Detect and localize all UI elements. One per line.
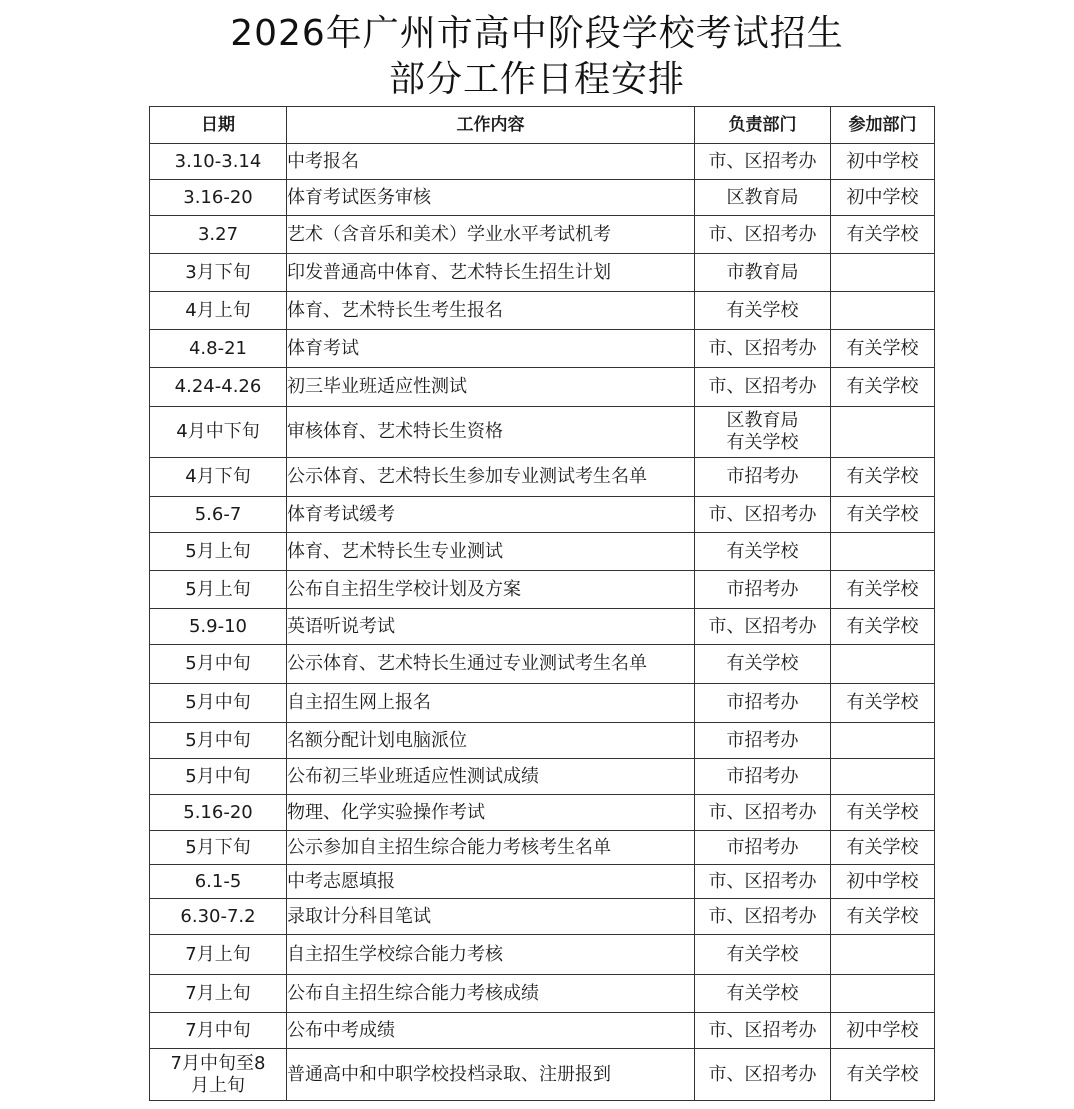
table-row xyxy=(150,609,935,645)
cell-date-text: 3.10-3.14 xyxy=(174,150,262,172)
cell-task: 公布自主招生综合能力考核成绩 xyxy=(287,975,695,1013)
cell-responsible xyxy=(695,1049,831,1101)
cell-task: 印发普通高中体育、艺术特长生招生计划 xyxy=(287,254,695,292)
cell-responsible-text: 市招考办 xyxy=(726,765,799,787)
table-row xyxy=(150,292,935,330)
cell-date-text: 4月上旬 xyxy=(185,299,251,321)
cell-task: 公示体育、艺术特长生通过专业测试考生名单 xyxy=(287,645,695,684)
table-row xyxy=(150,571,935,609)
table-row xyxy=(150,795,935,831)
table-row xyxy=(150,865,935,899)
cell-participating: 初中学校 xyxy=(831,144,935,180)
cell-task: 中考志愿填报 xyxy=(287,865,695,899)
cell-date-text: 7月中旬至8 xyxy=(170,1052,266,1074)
table-row xyxy=(150,407,935,458)
cell-participating: 初中学校 xyxy=(831,865,935,899)
column-header-responsible: 负责部门 xyxy=(695,107,831,144)
cell-responsible-text: 市、区招考办 xyxy=(708,1063,817,1085)
cell-date-text: 5月中旬 xyxy=(185,729,251,751)
cell-responsible xyxy=(695,1013,831,1049)
cell-date xyxy=(150,180,287,216)
cell-date-text: 7月上旬 xyxy=(185,943,251,965)
table-row xyxy=(150,831,935,865)
cell-date-text: 7月中旬 xyxy=(185,1019,251,1041)
cell-date xyxy=(150,795,287,831)
cell-task: 中考报名 xyxy=(287,144,695,180)
cell-participating xyxy=(831,407,935,458)
cell-responsible-text: 市、区招考办 xyxy=(708,615,817,637)
table-row xyxy=(150,330,935,368)
cell-participating: 有关学校 xyxy=(831,795,935,831)
cell-participating: 有关学校 xyxy=(831,684,935,723)
cell-date xyxy=(150,935,287,975)
cell-task: 公示体育、艺术特长生参加专业测试考生名单 xyxy=(287,458,695,497)
cell-participating: 有关学校 xyxy=(831,458,935,497)
document-subtitle: 部分工作日程安排 xyxy=(388,59,685,100)
cell-date-text: 5月上旬 xyxy=(185,578,251,600)
cell-task: 体育、艺术特长生考生报名 xyxy=(287,292,695,330)
table-row xyxy=(150,180,935,216)
cell-responsible-text: 市、区招考办 xyxy=(708,223,817,245)
cell-responsible-text: 市招考办 xyxy=(726,578,799,600)
cell-task: 审核体育、艺术特长生资格 xyxy=(287,407,695,458)
table-body xyxy=(150,144,935,1101)
cell-responsible-text: 有关学校 xyxy=(726,540,799,562)
cell-date-text: 6.30-7.2 xyxy=(180,905,256,927)
cell-responsible xyxy=(695,254,831,292)
table-row xyxy=(150,1013,935,1049)
cell-task: 英语听说考试 xyxy=(287,609,695,645)
cell-date-text: 4月下旬 xyxy=(185,466,251,487)
cell-responsible xyxy=(695,723,831,759)
column-header-task: 工作内容 xyxy=(287,107,695,144)
cell-responsible xyxy=(695,975,831,1013)
cell-responsible xyxy=(695,645,831,684)
cell-date-text-line2: 月上旬 xyxy=(191,1074,245,1096)
cell-task: 名额分配计划电脑派位 xyxy=(287,723,695,759)
cell-date xyxy=(150,368,287,407)
table-row xyxy=(150,899,935,935)
column-header-date: 日期 xyxy=(150,107,287,144)
cell-date-text: 4月中下旬 xyxy=(176,421,260,442)
cell-participating: 有关学校 xyxy=(831,497,935,533)
cell-date xyxy=(150,458,287,497)
cell-task: 自主招生网上报名 xyxy=(287,684,695,723)
cell-responsible-text: 市、区招考办 xyxy=(708,337,817,359)
cell-task: 体育、艺术特长生专业测试 xyxy=(287,533,695,571)
cell-participating xyxy=(831,759,935,795)
schedule-table xyxy=(149,106,935,1101)
cell-responsible xyxy=(695,216,831,254)
cell-participating xyxy=(831,975,935,1013)
cell-participating: 有关学校 xyxy=(831,368,935,407)
cell-responsible-text: 市招考办 xyxy=(726,466,799,487)
cell-responsible xyxy=(695,684,831,723)
cell-responsible xyxy=(695,533,831,571)
cell-date-text: 5.6-7 xyxy=(194,503,242,525)
cell-date-text: 4.24-4.26 xyxy=(174,376,262,397)
cell-participating: 有关学校 xyxy=(831,216,935,254)
cell-date xyxy=(150,759,287,795)
table-row xyxy=(150,759,935,795)
cell-responsible xyxy=(695,571,831,609)
cell-responsible xyxy=(695,497,831,533)
cell-participating: 初中学校 xyxy=(831,1013,935,1049)
cell-date xyxy=(150,292,287,330)
cell-task: 体育考试缓考 xyxy=(287,497,695,533)
cell-task: 录取计分科目笔试 xyxy=(287,899,695,935)
cell-date-text: 5.9-10 xyxy=(188,615,248,637)
cell-participating xyxy=(831,935,935,975)
cell-participating xyxy=(831,254,935,292)
table-row xyxy=(150,684,935,723)
table-row xyxy=(150,144,935,180)
cell-task: 自主招生学校综合能力考核 xyxy=(287,935,695,975)
table-header-row xyxy=(150,107,935,144)
cell-responsible-text: 市招考办 xyxy=(726,729,799,751)
cell-participating: 初中学校 xyxy=(831,180,935,216)
cell-responsible-text: 市、区招考办 xyxy=(708,150,817,172)
cell-responsible-text: 区教育局 xyxy=(726,186,799,208)
cell-responsible-text-line2: 有关学校 xyxy=(726,432,799,453)
cell-date-text: 7月上旬 xyxy=(185,982,251,1004)
table-row xyxy=(150,645,935,684)
cell-date xyxy=(150,1049,287,1101)
cell-responsible-text: 市、区招考办 xyxy=(708,503,817,525)
cell-participating: 有关学校 xyxy=(831,330,935,368)
cell-task: 公布中考成绩 xyxy=(287,1013,695,1049)
cell-date-text: 5月上旬 xyxy=(185,540,251,562)
cell-responsible-text: 市、区招考办 xyxy=(708,870,817,892)
cell-responsible-text: 市、区招考办 xyxy=(708,905,817,927)
cell-date xyxy=(150,216,287,254)
cell-responsible xyxy=(695,865,831,899)
cell-task: 体育考试医务审核 xyxy=(287,180,695,216)
cell-task: 物理、化学实验操作考试 xyxy=(287,795,695,831)
cell-date-text: 5.16-20 xyxy=(183,801,253,823)
cell-date xyxy=(150,497,287,533)
cell-date xyxy=(150,609,287,645)
cell-date xyxy=(150,899,287,935)
table-row xyxy=(150,497,935,533)
cell-date-text: 6.1-5 xyxy=(194,870,242,892)
cell-responsible xyxy=(695,180,831,216)
cell-responsible xyxy=(695,330,831,368)
table-row xyxy=(150,533,935,571)
table-row xyxy=(150,458,935,497)
cell-date-text: 3.16-20 xyxy=(183,186,253,208)
table-row xyxy=(150,216,935,254)
cell-task: 初三毕业班适应性测试 xyxy=(287,368,695,407)
cell-responsible xyxy=(695,292,831,330)
cell-participating: 有关学校 xyxy=(831,571,935,609)
cell-responsible xyxy=(695,368,831,407)
cell-date xyxy=(150,1013,287,1049)
cell-responsible xyxy=(695,831,831,865)
cell-responsible-text: 区教育局 xyxy=(726,410,799,431)
cell-responsible-text: 有关学校 xyxy=(726,299,799,321)
table-row xyxy=(150,975,935,1013)
cell-date xyxy=(150,330,287,368)
cell-participating xyxy=(831,533,935,571)
cell-task: 普通高中和中职学校投档录取、注册报到 xyxy=(287,1049,695,1101)
cell-task: 公示参加自主招生综合能力考核考生名单 xyxy=(287,831,695,865)
cell-participating xyxy=(831,292,935,330)
document-title: 2026年广州市高中阶段学校考试招生 xyxy=(230,13,844,54)
table-row xyxy=(150,368,935,407)
cell-responsible xyxy=(695,609,831,645)
cell-responsible xyxy=(695,899,831,935)
cell-date xyxy=(150,831,287,865)
cell-date-text: 3月下旬 xyxy=(185,261,251,283)
cell-participating xyxy=(831,645,935,684)
cell-date-text: 5月中旬 xyxy=(185,653,251,674)
table-row xyxy=(150,254,935,292)
table-row xyxy=(150,1049,935,1101)
cell-date-text: 5月中旬 xyxy=(185,692,251,713)
cell-task: 艺术（含音乐和美术）学业水平考试机考 xyxy=(287,216,695,254)
cell-responsible-text: 市招考办 xyxy=(726,836,799,858)
cell-date xyxy=(150,684,287,723)
cell-date xyxy=(150,975,287,1013)
cell-participating: 有关学校 xyxy=(831,831,935,865)
cell-responsible-text: 有关学校 xyxy=(726,653,799,674)
cell-date xyxy=(150,144,287,180)
cell-participating: 有关学校 xyxy=(831,1049,935,1101)
cell-participating xyxy=(831,723,935,759)
cell-responsible xyxy=(695,759,831,795)
cell-date xyxy=(150,865,287,899)
cell-responsible xyxy=(695,407,831,458)
cell-responsible-text: 市招考办 xyxy=(726,692,799,713)
cell-date xyxy=(150,645,287,684)
cell-responsible-text: 市、区招考办 xyxy=(708,1019,817,1041)
cell-date-text: 5月下旬 xyxy=(185,836,251,858)
cell-responsible-text: 市教育局 xyxy=(726,261,799,283)
cell-responsible-text: 市、区招考办 xyxy=(708,376,817,397)
cell-participating: 有关学校 xyxy=(831,899,935,935)
cell-date xyxy=(150,407,287,458)
cell-date xyxy=(150,723,287,759)
cell-task: 公布自主招生学校计划及方案 xyxy=(287,571,695,609)
cell-responsible-text: 有关学校 xyxy=(726,943,799,965)
table-row xyxy=(150,935,935,975)
cell-responsible xyxy=(695,795,831,831)
cell-date xyxy=(150,254,287,292)
cell-responsible xyxy=(695,935,831,975)
cell-date-text: 4.8-21 xyxy=(188,337,248,359)
cell-participating: 有关学校 xyxy=(831,609,935,645)
cell-date-text: 3.27 xyxy=(197,223,239,245)
column-header-participating: 参加部门 xyxy=(831,107,935,144)
cell-responsible-text: 市、区招考办 xyxy=(708,801,817,823)
cell-task: 公布初三毕业班适应性测试成绩 xyxy=(287,759,695,795)
cell-task: 体育考试 xyxy=(287,330,695,368)
cell-date xyxy=(150,533,287,571)
cell-date xyxy=(150,571,287,609)
table-row xyxy=(150,723,935,759)
cell-date-text: 5月中旬 xyxy=(185,765,251,787)
cell-responsible xyxy=(695,458,831,497)
cell-responsible-text: 有关学校 xyxy=(726,982,799,1004)
cell-responsible xyxy=(695,144,831,180)
